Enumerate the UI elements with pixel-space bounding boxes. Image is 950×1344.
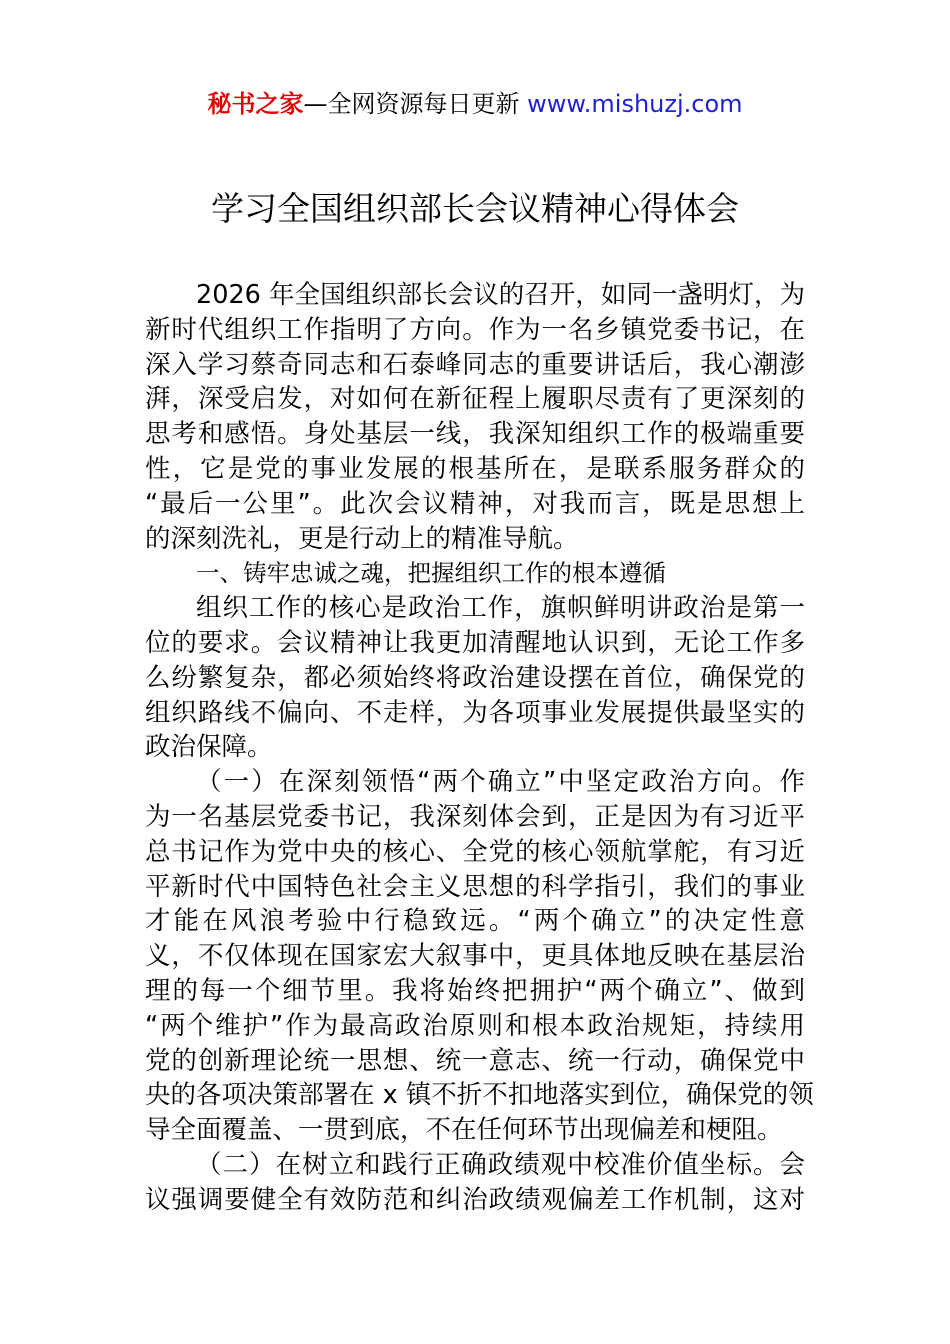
body-text-line: “最后一公里”。此次会议精神，对我而言，既是思想上 bbox=[145, 488, 805, 519]
body-text-line: 新时代组织工作指明了方向。作为一名乡镇党委书记，在 bbox=[145, 314, 805, 345]
body-text-line: （二）在树立和践行正确政绩观中校准价值坐标。会 bbox=[196, 1149, 805, 1180]
section-heading-line: 一、铸牢忠诚之魂，把握组织工作的根本遵循 bbox=[196, 559, 666, 588]
body-text-line: 组织路线不偏向、不走样，为各项事业发展提供最坚实的 bbox=[145, 697, 805, 728]
body-text-line: 党的创新理论统一思想、统一意志、统一行动，确保党中 bbox=[145, 1045, 805, 1076]
body-text-line: 义，不仅体现在国家宏大叙事中，更具体地反映在基层治 bbox=[145, 941, 805, 972]
body-text-line: 湃，深受启发，对如何在新征程上履职尽责有了更深刻的 bbox=[145, 384, 805, 415]
site-url-link[interactable]: www.mishuzj.com bbox=[527, 90, 743, 118]
body-text-line: 么纷繁复杂，都必须始终将政治建设摆在首位，确保党的 bbox=[145, 662, 805, 693]
body-text-line: 政治保障。 bbox=[145, 732, 273, 763]
document-title: 学习全国组织部长会议精神心得体会 bbox=[211, 189, 739, 228]
body-text-line: 导全面覆盖、一贯到底，不在任何环节出现偏差和梗阻。 bbox=[145, 1115, 783, 1146]
document-body bbox=[145, 278, 814, 1218]
body-text-line: 性，它是党的事业发展的根基所在，是联系服务群众的 bbox=[145, 453, 805, 484]
site-header bbox=[0, 86, 950, 122]
body-text-line: 理的每一个细节里。我将始终把拥护“两个确立”、做到 bbox=[145, 975, 805, 1006]
body-text-line: 思考和感悟。身处基层一线，我深知组织工作的极端重要 bbox=[145, 419, 805, 450]
body-text-line: 议强调要健全有效防范和纠治政绩观偏差工作机制，这对 bbox=[145, 1184, 805, 1215]
body-text-line: 组织工作的核心是政治工作，旗帜鲜明讲政治是第一 bbox=[196, 593, 805, 624]
body-text-line: 的深刻洗礼，更是行动上的精准导航。 bbox=[145, 523, 579, 554]
body-text-line: 深入学习蔡奇同志和石泰峰同志的重要讲话后，我心潮澎 bbox=[145, 349, 805, 380]
body-text-line: “两个维护”作为最高政治原则和根本政治规矩，持续用 bbox=[145, 1010, 805, 1041]
site-tagline: —全网资源每日更新 bbox=[303, 90, 520, 118]
body-text-line: 央的各项决策部署在 x 镇不折不扣地落实到位，确保党的领 bbox=[145, 1080, 814, 1111]
body-text-line: 平新时代中国特色社会主义思想的科学指引，我们的事业 bbox=[145, 871, 805, 902]
body-text-line: 位的要求。会议精神让我更加清醒地认识到，无论工作多 bbox=[145, 627, 805, 658]
body-text-line: 总书记作为党中央的核心、全党的核心领航掌舵，有习近 bbox=[145, 836, 805, 867]
body-text-line: 2026 年全国组织部长会议的召开，如同一盏明灯，为 bbox=[196, 280, 805, 310]
body-text-line: （一）在深刻领悟“两个确立”中坚定政治方向。作 bbox=[196, 767, 805, 798]
site-brand: 秘书之家 bbox=[207, 90, 304, 118]
body-text-line: 才能在风浪考验中行稳致远。“两个确立”的决定性意 bbox=[145, 906, 805, 937]
body-text-line: 为一名基层党委书记，我深刻体会到，正是因为有习近平 bbox=[145, 801, 805, 832]
